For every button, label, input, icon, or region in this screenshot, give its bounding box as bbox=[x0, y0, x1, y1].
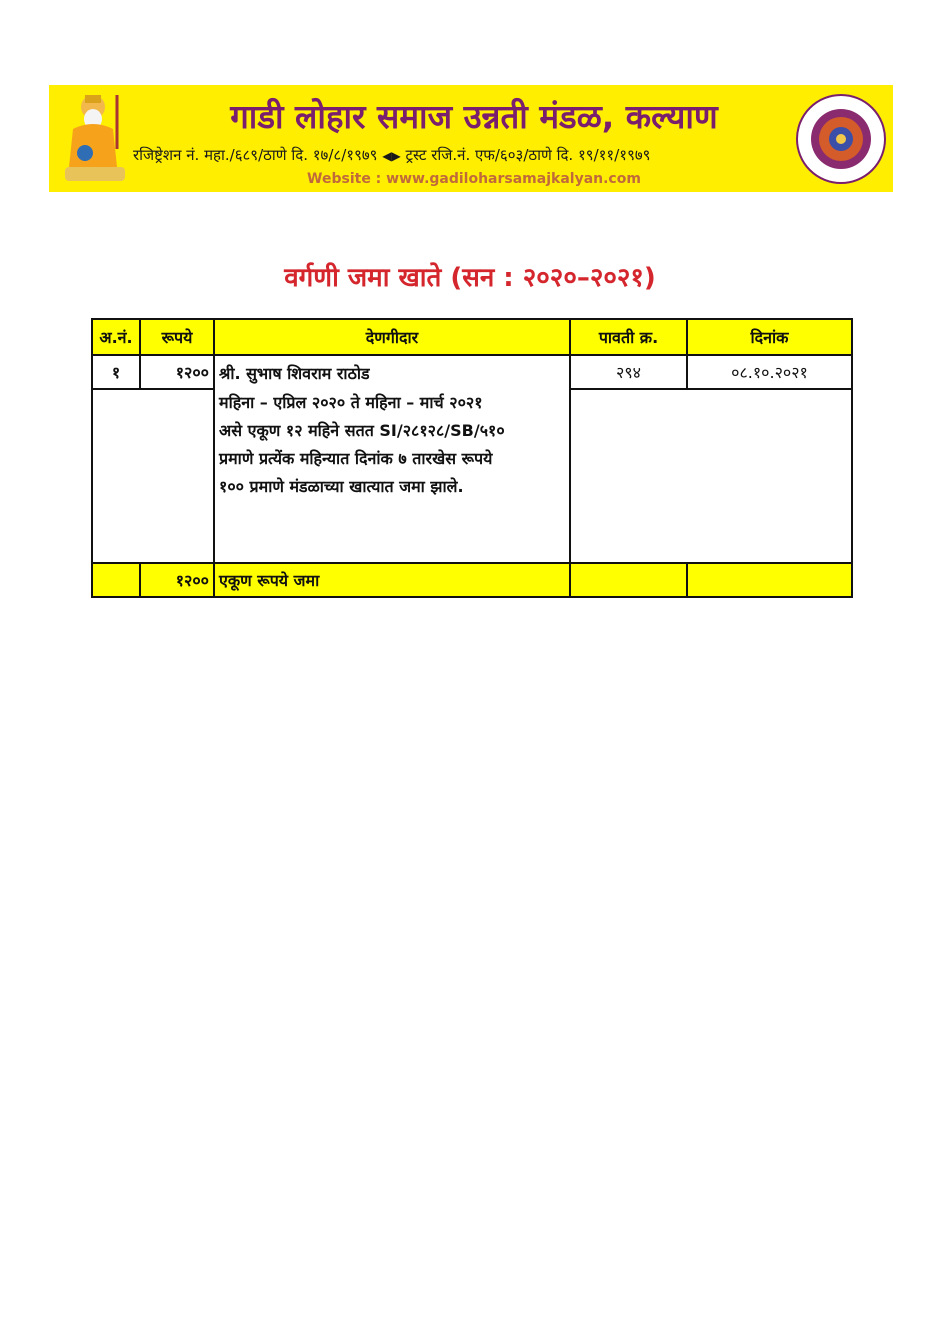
header-serial: अ.नं. bbox=[92, 319, 140, 355]
table-header-row bbox=[92, 319, 852, 355]
registration-left: रजिष्ट्रेशन नं. महा./६८९/ठाणे दि. १७/८/१९७९ bbox=[133, 146, 378, 164]
description-line: प्रमाणे प्रत्येंक महिन्यात दिनांक ७ तारखेस रूपये bbox=[219, 449, 493, 468]
deity-image-icon bbox=[55, 89, 133, 187]
registration-line bbox=[133, 145, 793, 165]
serial-cell: १ bbox=[92, 355, 140, 389]
amount-cell: १२०० bbox=[140, 355, 214, 389]
total-empty-cell bbox=[92, 563, 140, 597]
total-row bbox=[92, 563, 852, 597]
total-label-cell: एकूण रूपये जमा bbox=[214, 563, 570, 597]
header-date: दिनांक bbox=[687, 319, 852, 355]
description-line: असे एकूण १२ महिने सतत SI/२८१२८/SB/५१० bbox=[219, 421, 505, 440]
donation-ledger-table bbox=[91, 318, 853, 598]
ledger-title: वर्गणी जमा खाते (सन : २०२०–२०२१) bbox=[284, 263, 656, 293]
description-line: १०० प्रमाणे मंडळाच्या खात्यात जमा झाले. bbox=[219, 477, 464, 496]
total-amount-cell: १२०० bbox=[140, 563, 214, 597]
organization-seal-icon bbox=[795, 93, 887, 185]
donor-cell: श्री. सुभाष शिवराम राठोड bbox=[214, 355, 570, 389]
header-donor: देणगीदार bbox=[214, 319, 570, 355]
description-line: महिना – एप्रिल २०२० ते महिना – मार्च २०२१ bbox=[219, 393, 483, 412]
empty-left-cell bbox=[92, 389, 214, 563]
date-cell: ०८.१०.२०२१ bbox=[687, 355, 852, 389]
empty-right-cell bbox=[570, 389, 852, 563]
header-receipt: पावती क्र. bbox=[570, 319, 687, 355]
table-row bbox=[92, 355, 852, 389]
header-banner bbox=[49, 85, 893, 192]
description-row bbox=[92, 389, 852, 563]
arrows-icon: ◀▶ bbox=[382, 149, 401, 163]
website-text: Website : www.gadiloharsamajkalyan.com bbox=[307, 171, 641, 187]
header-amount: रूपये bbox=[140, 319, 214, 355]
registration-right: ट्रस्ट रजि.नं. एफ/६०३/ठाणे दि. १९/११/१९७९ bbox=[405, 146, 651, 164]
total-empty-receipt-cell bbox=[570, 563, 687, 597]
organization-name: गाडी लोहार समाज उन्नती मंडळ, कल्याण bbox=[230, 97, 718, 136]
description-cell bbox=[214, 389, 570, 563]
total-empty-date-cell bbox=[687, 563, 852, 597]
receipt-cell: २९४ bbox=[570, 355, 687, 389]
